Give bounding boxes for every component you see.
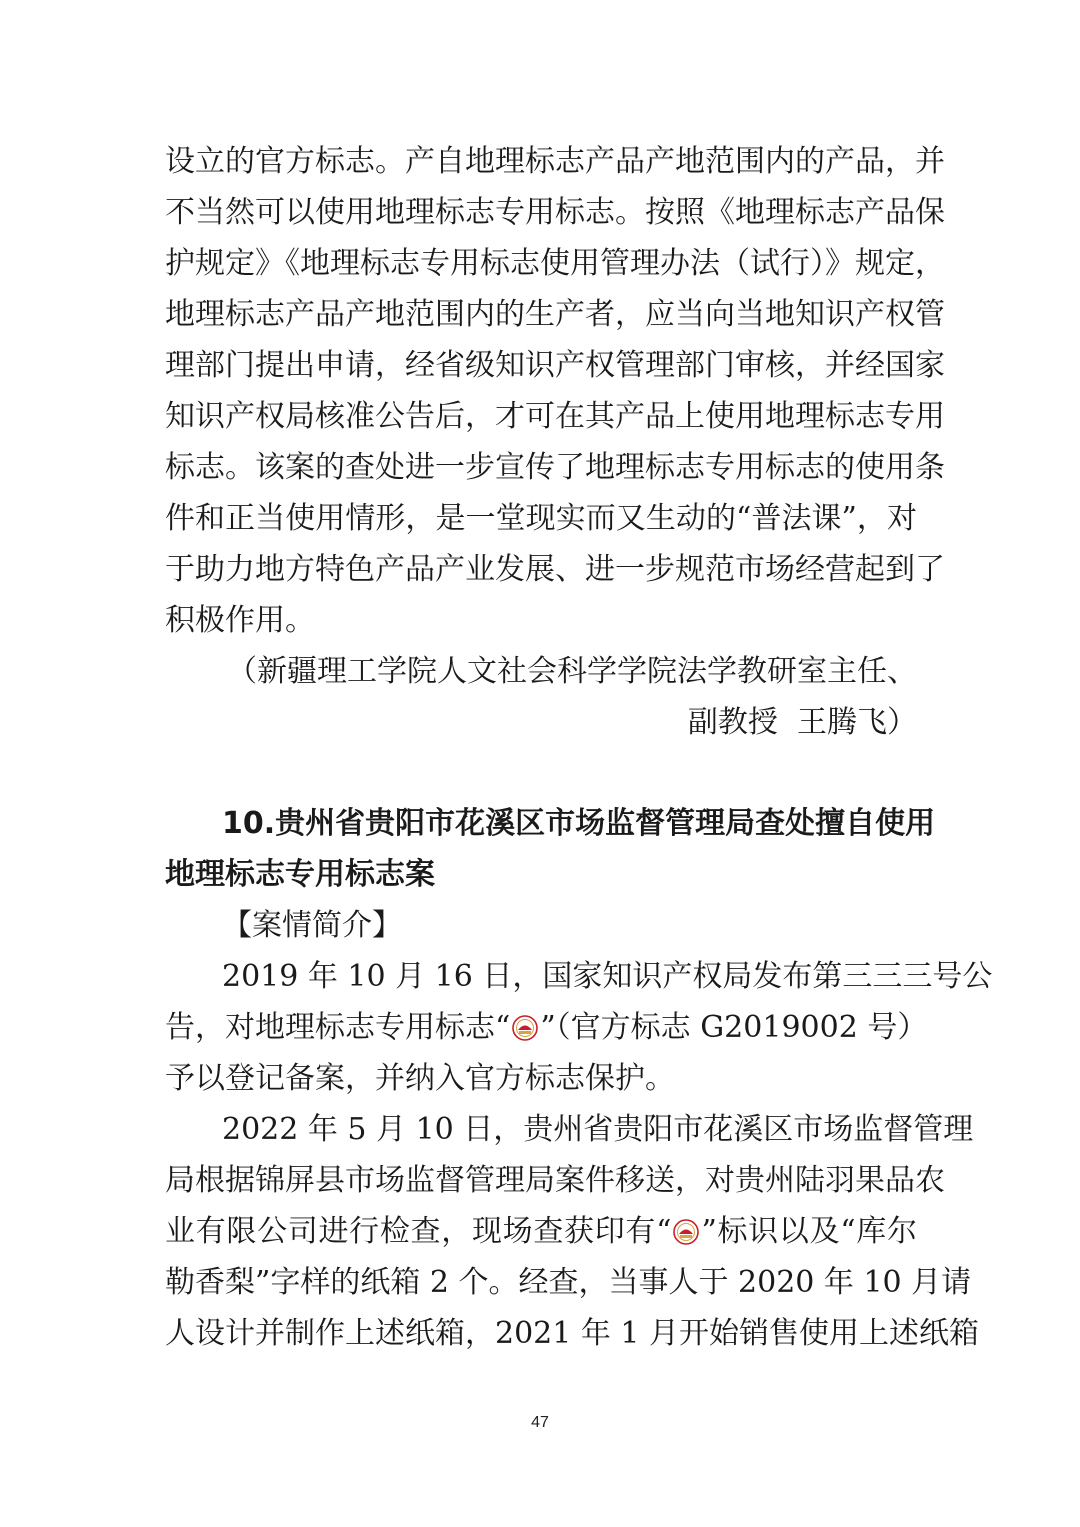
text-line: 理部门提出申请，经省级知识产权管理部门审核，并经国家: [165, 348, 945, 383]
geographical-indication-mark-icon: [673, 1219, 699, 1245]
page-number: 47: [531, 1414, 549, 1431]
text-line: 地理标志产品产地范围内的生产者，应当向当地知识产权管: [165, 297, 945, 332]
text-line: 件和正当使用情形，是一堂现实而又生动的“普法课”，对: [165, 501, 917, 536]
text-segment: 业有限公司进行检查，现场查获印有“: [165, 1214, 672, 1249]
text-line: 知识产权局核准公告后，才可在其产品上使用地理标志专用: [165, 399, 945, 434]
geographical-indication-mark-icon: [512, 1015, 538, 1041]
attribution-author: 副教授 王腾飞）: [687, 705, 917, 740]
case-heading-line: 地理标志专用标志案: [165, 857, 435, 892]
text-line: 积极作用。: [165, 603, 315, 638]
text-line: 护规定》《地理标志专用标志使用管理办法（试行）》规定，: [165, 246, 945, 281]
text-line: 设立的官方标志。产自地理标志产品产地范围内的产品，并: [165, 144, 945, 179]
attribution-line: （新疆理工学院人文社会科学学院法学教研室主任、: [227, 654, 917, 689]
text-line: 人设计并制作上述纸箱，2021 年 1 月开始销售使用上述纸箱: [165, 1316, 980, 1351]
text-segment: ”标识以及“库尔: [701, 1214, 917, 1249]
text-line: 局根据锦屏县市场监督管理局案件移送，对贵州陆羽果品农: [165, 1163, 945, 1198]
text-line: 标志。该案的查处进一步宣传了地理标志专用标志的使用条: [165, 450, 945, 485]
text-line: 不当然可以使用地理标志专用标志。按照《地理标志产品保: [165, 195, 945, 230]
text-line: 于助力地方特色产品产业发展、进一步规范市场经营起到了: [165, 552, 945, 587]
text-line: 2022 年 5 月 10 日，贵州省贵阳市花溪区市场监督管理: [222, 1112, 974, 1147]
case-heading-line: 10.贵州省贵阳市花溪区市场监督管理局查处擅自使用: [222, 806, 936, 841]
text-line: 勒香梨”字样的纸箱 2 个。经查，当事人于 2020 年 10 月请: [165, 1265, 972, 1300]
text-line: [165, 1210, 917, 1254]
text-line: [165, 1006, 928, 1050]
text-line: 予以登记备案，并纳入官方标志保护。: [165, 1061, 675, 1096]
text-segment: 告，对地理标志专用标志“: [165, 1010, 511, 1045]
text-line: 2019 年 10 月 16 日，国家知识产权局发布第三三三号公: [222, 959, 993, 994]
text-segment: ”（官方标志 G2019002 号）: [540, 1010, 928, 1045]
section-label: 【案情简介】: [222, 908, 402, 943]
